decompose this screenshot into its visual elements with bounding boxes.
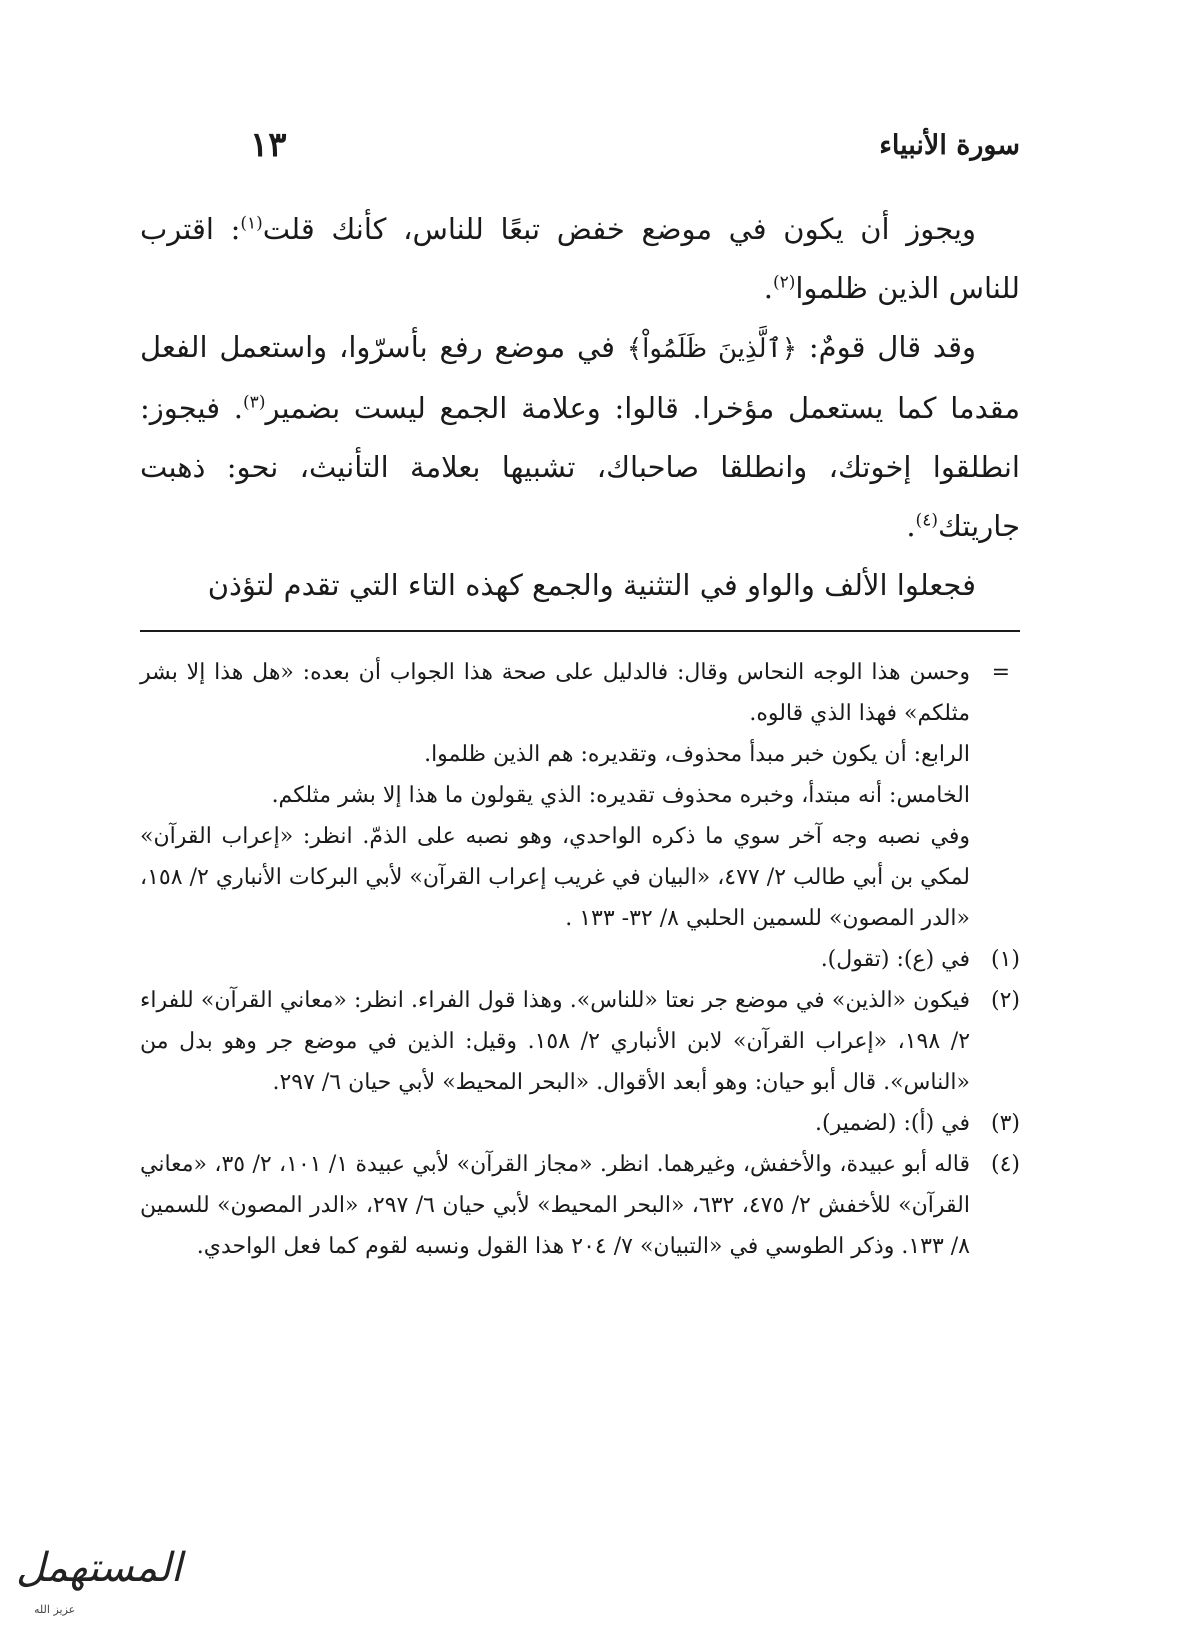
text-run: . فيجوز: انطلقوا إخوتك، وانطلقا صاحباك، تشبيها بعلامة التأنيث، نحو: ذهبت جاريتك bbox=[140, 391, 1020, 543]
paragraph-3: فجعلوا الألف والواو في التثنية والجمع كهذه التاء التي تقدم لتؤذن bbox=[207, 568, 976, 602]
footnote-paragraph: الرابع: أن يكون خبر مبدأ محذوف، وتقديره: هم الذين ظلموا. bbox=[424, 742, 970, 767]
calligraphy-logo bbox=[8, 1545, 183, 1635]
text-run: وقد قال قومٌ: bbox=[797, 330, 976, 364]
footnote-2 bbox=[140, 980, 1020, 1103]
footnote-1 bbox=[140, 939, 1020, 980]
footnote-text: فيكون «الذين» في موضع جر نعتا «للناس». وهذا قول الفراء. انظر: «معاني القرآن» للفراء ٢/ ١٩٨، «إعراب القرآن» لابن الأنباري ٢/ ١٥٨. وقيل: الذين في موضع جر وهو بدل من «الناس». قال أبو حيان: وهو أبعد الأقوال. «البحر المحيط» لأبي حيان ٦/ ٢٩٧. bbox=[140, 988, 971, 1095]
footnote-ref: (٤) bbox=[915, 510, 938, 531]
text-run: . bbox=[906, 509, 916, 543]
surah-title: سورة الأنبياء bbox=[879, 129, 1020, 161]
footnote-ref: (٢) bbox=[772, 272, 796, 293]
paragraph-1 bbox=[140, 200, 1020, 318]
footnote-3 bbox=[140, 1103, 1020, 1144]
paragraph-2 bbox=[140, 318, 1020, 556]
page-number: ١٣ bbox=[250, 125, 287, 165]
text-run: : اقترب للناس الذين ظلموا bbox=[140, 212, 1020, 305]
page-header bbox=[140, 125, 1020, 165]
text-run: وحسن هذا الوجه النحاس وقال: فالدليل على صحة هذا الجواب أن بعده: «هل هذا إلا بشر مثلكم» فهذا الذي قالوه. bbox=[140, 660, 970, 726]
text-run: ويجوز أن يكون في موضع خفض تبعًا للناس، كأنك قلت bbox=[262, 212, 976, 246]
footnote-separator bbox=[140, 630, 1020, 632]
footnote-number: (٤) bbox=[990, 1152, 1020, 1177]
footnote-text: في (ع): (تقول). bbox=[820, 947, 970, 972]
footnote-4 bbox=[140, 1144, 1020, 1267]
footnote-ref: (١) bbox=[240, 213, 263, 234]
text-run: في موضع رفع بأسرّوا، واستعمل الفعل مقدما كما يستعمل مؤخرا. قالوا: وعلامة الجمع ليست بضمير bbox=[140, 330, 1020, 425]
main-text bbox=[140, 200, 1020, 615]
footnote-text: قاله أبو عبيدة، والأخفش، وغيرهما. انظر. «مجاز القرآن» لأبي عبيدة ١/ ١٠١، ٢/ ٣٥، «معاني القرآن» للأخفش ٢/ ٤٧٥، ٦٣٢، «البحر المحيط» لأبي حيان ٦/ ٢٩٧، «الدر المصون» للسمين ٨/ ١٣٣. وذكر الطوسي في «التبيان» ٧/ ٢٠٤ هذا القول ونسبه لقوم كما فعل الواحدي. bbox=[140, 1152, 970, 1259]
logo-text: المستهمل bbox=[16, 1545, 183, 1591]
logo-subtext: عزيز الله bbox=[34, 1603, 76, 1616]
footnote-paragraph: وفي نصبه وجه آخر سوي ما ذكره الواحدي، وهو نصبه على الذمّ. انظر: «إعراب القرآن» لمكي بن أبي طالب ٢/ ٤٧٧، «البيان في غريب إعراب القرآن» لأبي البركات الأنباري ٢/ ١٥٨، «الدر المصون» للسمين الحلبي ٨/ ٣٢- ١٣٣ . bbox=[140, 824, 971, 931]
footnote-number: (٢) bbox=[990, 988, 1020, 1013]
text-run: . bbox=[763, 271, 773, 305]
footnote-number: (١) bbox=[990, 947, 1020, 972]
footnotes bbox=[140, 652, 1020, 1267]
continuation-mark: = bbox=[991, 660, 1010, 685]
footnote-text: في (أ): (لضمير). bbox=[815, 1111, 970, 1136]
footnote-paragraph: الخامس: أنه مبتدأ، وخبره محذوف تقديره: الذي يقولون ما هذا إلا بشر مثلكم. bbox=[271, 783, 970, 808]
quran-quote: ﴿ٱلَّذِينَ ظَلَمُواْ﴾ bbox=[626, 334, 798, 364]
footnote-continuation bbox=[140, 652, 1020, 734]
book-page bbox=[140, 0, 1020, 1650]
footnote-number: (٣) bbox=[990, 1111, 1020, 1136]
footnote-ref: (٣) bbox=[243, 392, 266, 413]
